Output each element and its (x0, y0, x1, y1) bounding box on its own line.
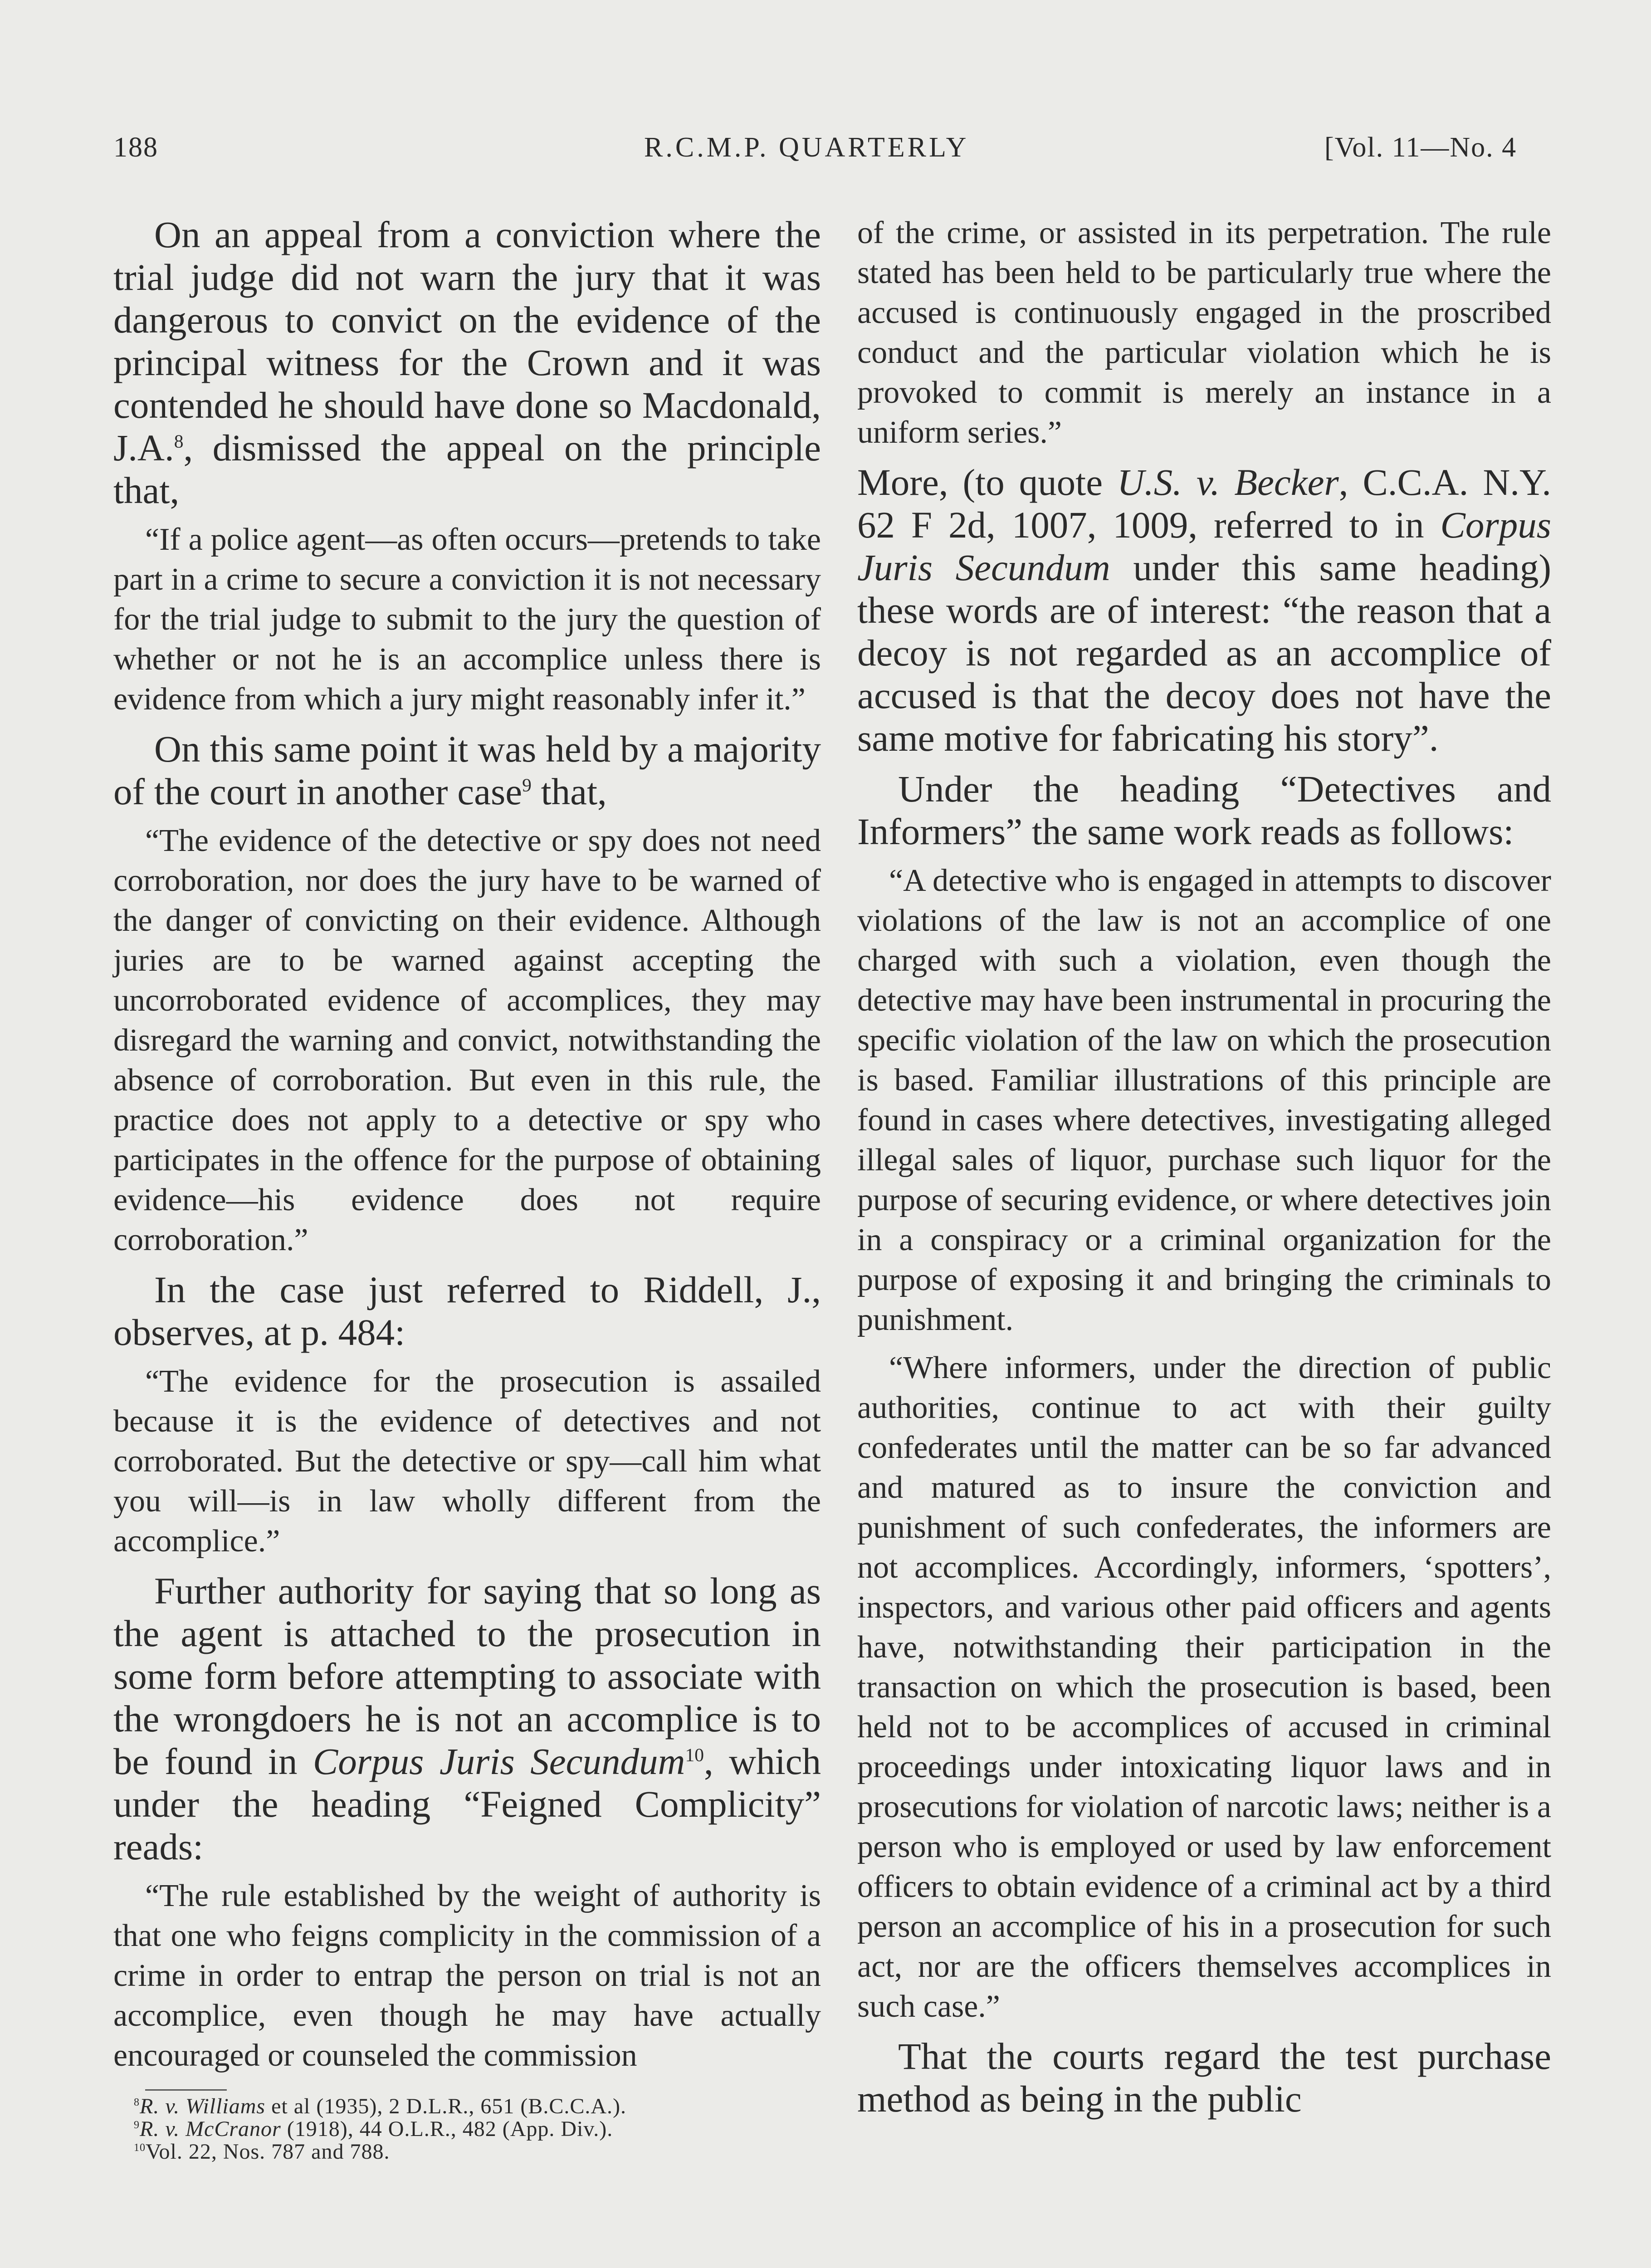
footnote: $^{10}$Vol. 22, Nos. 787 and 788. (134, 2140, 390, 2164)
paragraph: On this same point it was held by a majority of the court in another case$^9$ that, (113, 728, 821, 812)
block-quote: “The evidence of the detective or spy does not need corroboration, nor does the jury have to be warned of the danger of convicting on their evidence. Although juries are to be warned against accepting the uncorroborated evidence of accomplices, they may disregard the warning and convict, notwithstanding the absence of corroboration. But even in this rule, the practice does not apply to a detective or spy who participates in the offence for the purpose of obtaining evidence—his evidence does not require corroboration.” (113, 823, 821, 1257)
footnote-ref: 10 (685, 1744, 704, 1765)
volume-issue: [Vol. 11—No. 4 (1324, 132, 1517, 163)
block-quote: “Where informers, under the direction of public authorities, continue to act with their guilty confederates until the matter can be so far advanced and matured as to insure the conviction and punishment of such confederates, the informers are not accomplices. Accordingly, informers, ‘spotters’, inspectors, and various other paid officers and agents have, notwithstanding their participation in the transaction on which the prosecution is based, been held not to be accomplices of accused in criminal proceedings under intoxicating liquor laws and in prosecutions for violation of narcotic laws; neither is a person who is employed or used by law enforcement officers to obtain evidence of a criminal act by a third person an accomplice of his in a prosecution for such act, nor are the officers themselves accomplices in such case.” (857, 1350, 1551, 2024)
footnote-ref: 9 (522, 774, 532, 796)
footnote-divider (145, 2089, 227, 2091)
block-quote: “If a police agent—as often occurs—pretends to take part in a crime to secure a conviction it is not necessary for the trial judge to submit to the jury the question of whether or not he is an accomplice unless there is evidence from which a jury might reasonably infer it.” (113, 522, 821, 717)
footnote-ref: 8 (174, 430, 184, 452)
page-number: 188 (113, 132, 158, 163)
paragraph: In the case just referred to Riddell, J., observes, at p. 484: (113, 1269, 821, 1353)
right-column (857, 213, 1551, 2128)
footnote: $^9$R. v. McCranor (1918), 44 O.L.R., 482 (App. Div.). (134, 2117, 613, 2141)
block-quote-continued: of the crime, or assisted in its perpetration. The rule stated has been held to be particularly true where the accused is continuously engaged in the proscribed conduct and the particular violation which he is provoked to commit is merely an instance in a uniform series.” (857, 215, 1551, 450)
block-quote: “The evidence for the prosecution is assailed because it is the evidence of detectives and not corroborated. But the detective or spy—call him what you will—is in law wholly different from the accomplice.” (113, 1364, 821, 1559)
running-title: R.C.M.P. QUARTERLY (644, 132, 969, 163)
paragraph: On an appeal from a conviction where the trial judge did not warn the jury that it was dangerous to convict on the evidence of the principal witness for the Crown and it was contended he should have done so Macdonald, J.A.$^8$, dismissed the appeal on the principle that, (113, 214, 821, 511)
paragraph: More, (to quote U.S. v. Becker, C.C.A. N.Y. 62 F 2d, 1007, 1009, referred to in Corpus Juris Secundum under this same heading) these words are of interest: “the reason that a decoy is not regarded as an accomplice of accused is that the decoy does not have the same motive for fabricating his story”. (857, 461, 1551, 759)
block-quote: “The rule established by the weight of authority is that one who feigns complicity in the commission of a crime in order to entrap the person on trial is not an accomplice, even though he may have actually encouraged or counseled the commission (113, 1878, 821, 2073)
block-quote: “A detective who is engaged in attempts to discover violations of the law is not an accomplice of one charged with such a violation, even though the detective may have been instrumental in procuring the specific violation of the law on which the prosecution is based. Familiar illustrations of this principle are found in cases where detectives, investigating alleged illegal sales of liquor, purchase such liquor for the purpose of securing evidence, or where detectives join in a conspiracy or a criminal organization for the purpose of exposing it and bringing the criminals to punishment. (857, 863, 1551, 1337)
left-column (113, 213, 821, 2163)
paragraph: That the courts regard the test purchase method as being in the public (857, 2035, 1551, 2120)
footnote: $^8$R. v. Williams et al (1935), 2 D.L.R., 651 (B.C.C.A.). (134, 2094, 627, 2118)
paragraph: Under the heading “Detectives and Informers” the same work reads as follows: (857, 768, 1551, 852)
paragraph: Further authority for saying that so long as the agent is attached to the prosecution in some form before attempting to associate with the wrongdoers he is not an accomplice is to be found in Corpus Juris Secundum$^{10}$, which under the heading “Feigned Complicity” reads: (113, 1570, 821, 1867)
